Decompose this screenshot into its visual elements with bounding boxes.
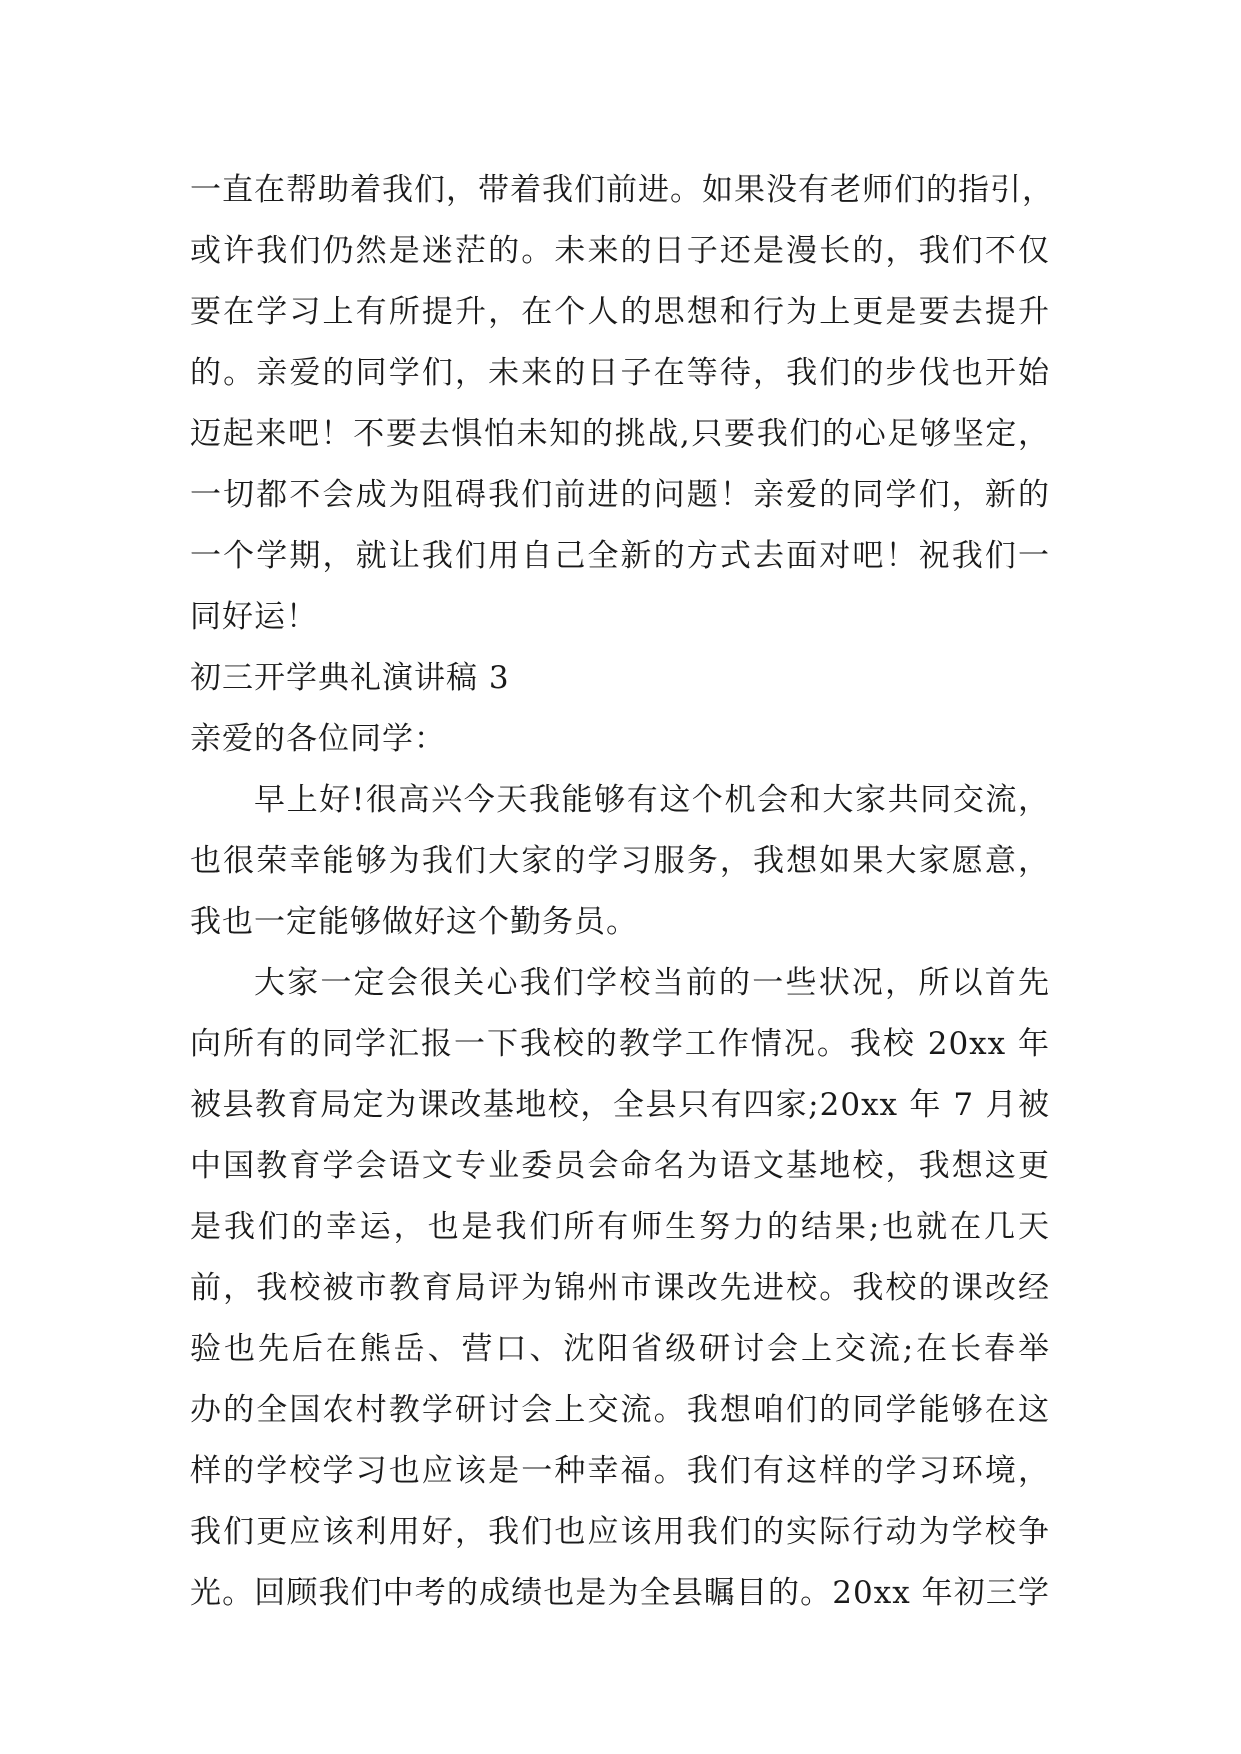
text-line: 办的全国农村教学研讨会上交流。我想咱们的同学能够在这 bbox=[190, 1392, 1050, 1428]
text-line: 一个学期，就让我们用自己全新的方式去面对吧！祝我们一 bbox=[190, 538, 1050, 574]
section-heading: 初三开学典礼演讲稿 3 bbox=[190, 660, 510, 696]
salutation: 亲爱的各位同学： bbox=[190, 721, 446, 757]
text-line: 光。回顾我们中考的成绩也是为全县瞩目的。20xx 年初三学 bbox=[190, 1575, 1050, 1611]
text-line: 我们更应该利用好，我们也应该用我们的实际行动为学校争 bbox=[190, 1514, 1050, 1550]
text-line: 同好运！ bbox=[190, 599, 318, 635]
text-line: 前，我校被市教育局评为锦州市课改先进校。我校的课改经 bbox=[190, 1270, 1050, 1306]
text-line: 的。亲爱的同学们，未来的日子在等待，我们的步伐也开始 bbox=[190, 355, 1050, 391]
text-line: 被县教育局定为课改基地校，全县只有四家;20xx 年 7 月被 bbox=[190, 1087, 1050, 1123]
text-line: 我也一定能够做好这个勤务员。 bbox=[190, 904, 638, 940]
text-line: 是我们的幸运，也是我们所有师生努力的结果;也就在几天 bbox=[190, 1209, 1050, 1245]
text-line: 要在学习上有所提升，在个人的思想和行为上更是要去提升 bbox=[190, 294, 1050, 330]
paragraph-first-line: 大家一定会很关心我们学校当前的一些状况，所以首先 bbox=[254, 965, 1050, 1001]
text-line: 向所有的同学汇报一下我校的教学工作情况。我校 20xx 年 bbox=[190, 1026, 1050, 1062]
text-line: 中国教育学会语文专业委员会命名为语文基地校，我想这更 bbox=[190, 1148, 1050, 1184]
document-body bbox=[190, 160, 1054, 1624]
text-line: 也很荣幸能够为我们大家的学习服务，我想如果大家愿意， bbox=[190, 843, 1050, 879]
text-line: 迈起来吧！不要去惧怕未知的挑战,只要我们的心足够坚定， bbox=[190, 416, 1050, 452]
paragraph-first-line: 早上好!很高兴今天我能够有这个机会和大家共同交流， bbox=[254, 782, 1050, 818]
text-line: 或许我们仍然是迷茫的。未来的日子还是漫长的，我们不仅 bbox=[190, 233, 1050, 269]
text-line: 样的学校学习也应该是一种幸福。我们有这样的学习环境， bbox=[190, 1453, 1050, 1489]
text-line: 一直在帮助着我们，带着我们前进。如果没有老师们的指引， bbox=[190, 172, 1054, 208]
text-line: 一切都不会成为阻碍我们前进的问题！亲爱的同学们，新的 bbox=[190, 477, 1050, 513]
text-line: 验也先后在熊岳、营口、沈阳省级研讨会上交流;在长春举 bbox=[190, 1331, 1050, 1367]
